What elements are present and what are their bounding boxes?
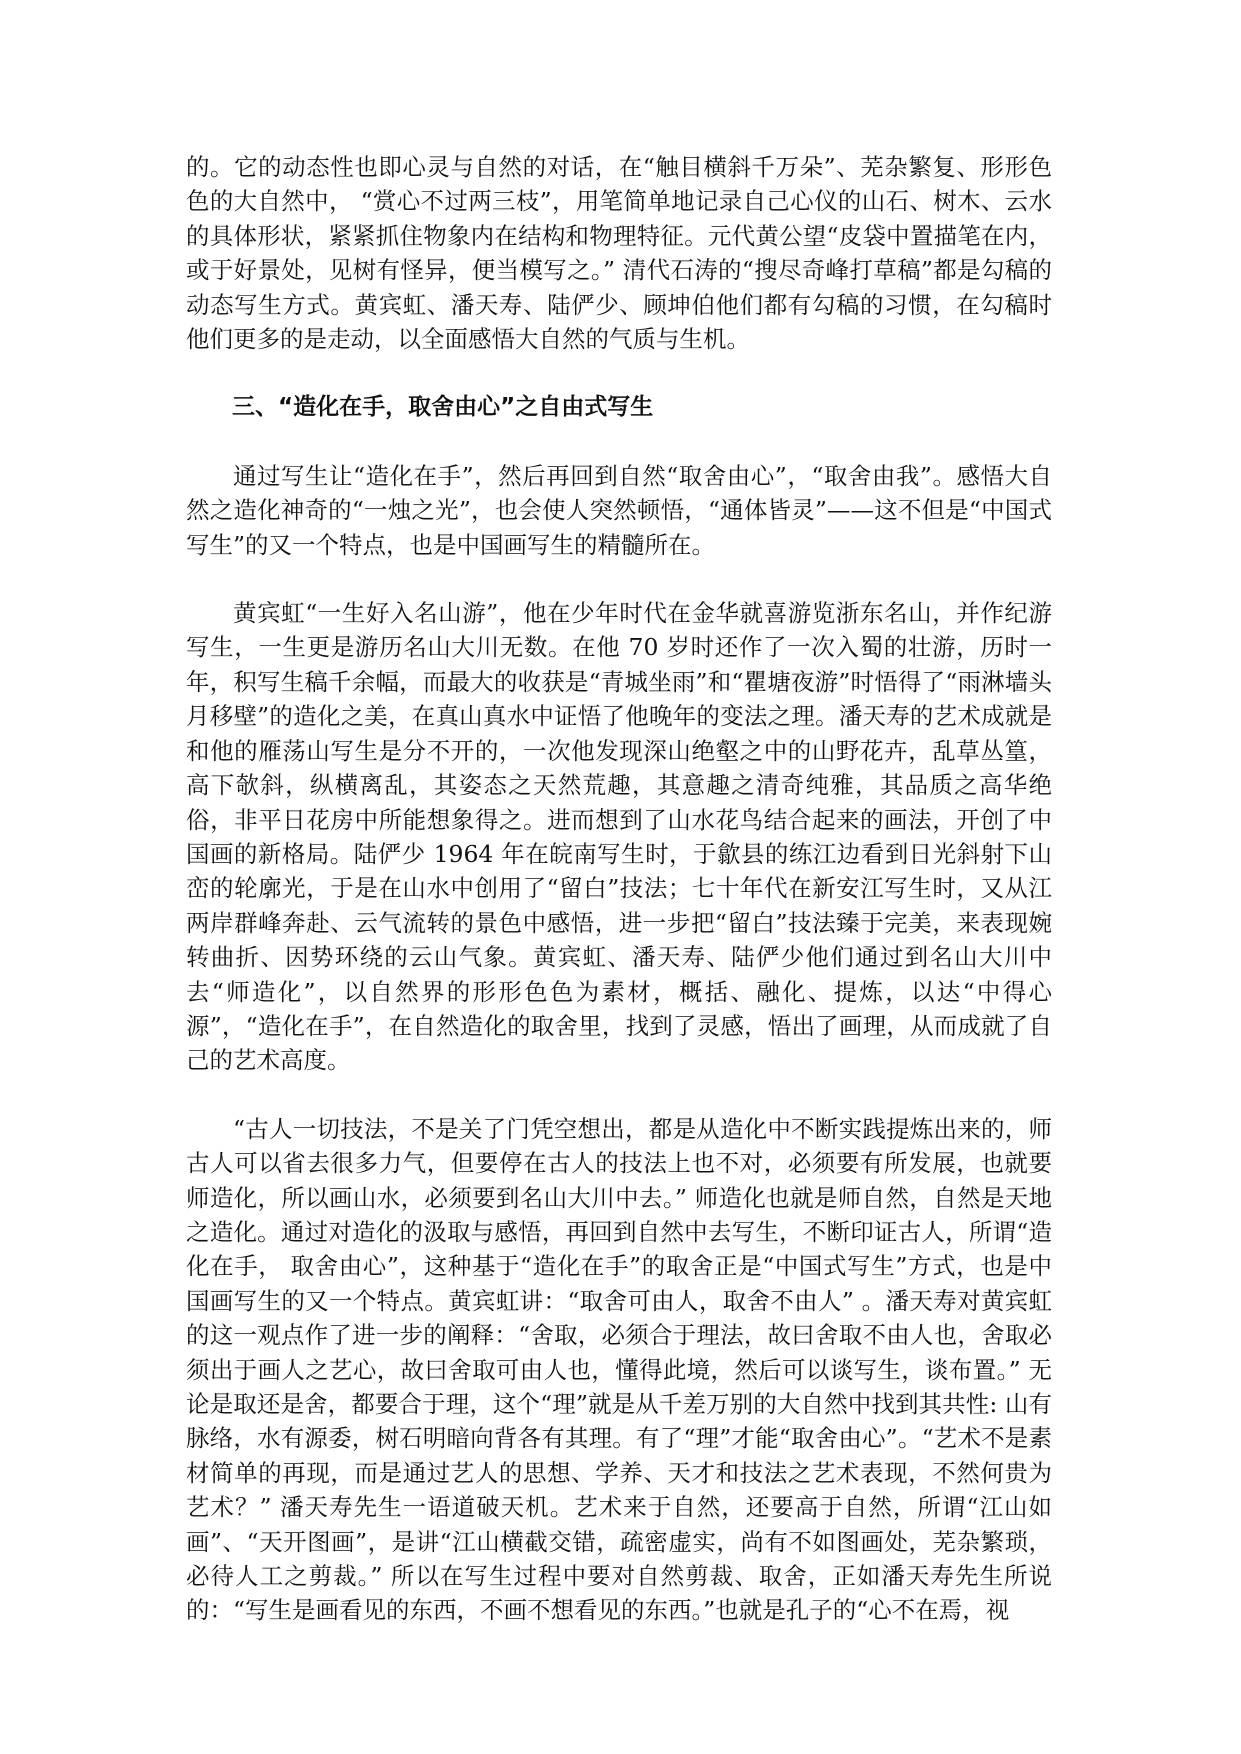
section-heading: 三、“造化在手，取舍由心”之自由式写生 (232, 394, 654, 421)
paragraph: “古人一切技法，不是关了门凭空想出，都是从造化中不断实践提炼出来的，师古人可以省去很多力气，但要停在古人的技法上也不对，必须要有所发展，也就要师造化，所以画山水，必须要到名山大川中去。” 师造化也就是师自然，自然是天地之造化。通过对造化的汲取与感悟，再回到自然中去写生，不断印证古人，所谓“造化在手， 取舍由心”，这种基于“造化在手”的取舍正是“中国式写生”方式，也是中国画写生的又一个特点。黄宾虹讲：“取舍可由人，取舍不由人” 。潘天寿对黄宾虹的这一观点作了进一步的阐释：“舍取，必须合于理法，故曰舍取不由人也，舍取必须出于画人之艺心，故曰舍取可由人也，懂得此境，然后可以谈写生，谈布置。” 无论是取还是舍，都要合于理，这个“理”就是从千差万别的大自然中找到其共性: 山有脉络，水有源委，树石明暗向背各有其理。有了“理”才能“取舍由心”。“艺术不是素材简单的再现，而是通过艺人的思想、学养、天才和技法之艺术表现，不然何贵为艺术？” 潘天寿先生一语道破天机。艺术来于自然，还要高于自然，所谓“江山如画”、“天开图画”，是讲“江山横截交错，疏密虚实，尚有不如图画处，芜杂繁琐，必待人工之剪裁。” 所以在写生过程中要对自然剪裁、取舍，正如潘天寿先生所说的：“写生是画看见的东西，不画不想看见的东西。”也就是孔子的“心不在焉，视 (186, 1114, 1052, 1625)
paragraph-continued: 的。它的动态性也即心灵与自然的对话，在“触目横斜千万朵”、芜杂繁复、形形色色的大自然中， “赏心不过两三枝”，用笔简单地记录自己心仪的山石、树木、云水的具体形状，紧紧抓住物象内在结构和物理特征。元代黄公望“皮袋中置描笔在内，或于好景处，见树有怪异，便当模写之。” 清代石涛的“搜尽奇峰打草稿”都是勾稿的动态写生方式。黄宾虹、潘天寿、陆俨少、顾坤伯他们都有勾稿的习惯，在勾稿时他们更多的是走动，以全面感悟大自然的气质与生机。 (186, 153, 1052, 354)
paragraph: 通过写生让“造化在手”，然后再回到自然“取舍由心”，“取舍由我”。感悟大自然之造化神奇的“一烛之光”，也会使人突然顿悟，“通体皆灵”——这不但是“中国式写生”的又一个特点，也是中国画写生的精髓所在。 (186, 461, 1052, 559)
paragraph: 黄宾虹“一生好入名山游”，他在少年时代在金华就喜游览浙东名山，并作纪游写生，一生更是游历名山大川无数。在他 70 岁时还作了一次入蜀的壮游，历时一年，积写生稿千余幅，而最大的收获是“青城坐雨”和“瞿塘夜游”时悟得了“雨淋墙头月移壁”的造化之美，在真山真水中证悟了他晚年的变法之理。潘天寿的艺术成就是和他的雁荡山写生是分不开的，一次他发现深山绝壑之中的山野花卉，乱草丛篁，高下欹斜，纵横离乱，其姿态之天然荒趣，其意趣之清奇纯雅，其品质之高华绝俗，非平日花房中所能想象得之。进而想到了山水花鸟结合起来的画法，开创了中国画的新格局。陆俨少 1964 年在皖南写生时，于歙县的练江边看到日光斜射下山峦的轮廓光，于是在山水中创用了“留白”技法；七十年代在新安江写生时，又从江两岸群峰奔赴、云气流转的景色中感悟，进一步把“留白”技法臻于完美，来表现婉转曲折、因势环绕的云山气象。黄宾虹、潘天寿、陆俨少他们通过到名山大川中去“师造化”，以自然界的形形色色为素材，概括、融化、提炼，以达“中得心源”，“造化在手”，在自然造化的取舍里，找到了灵感，悟出了画理，从而成就了自己的艺术高度。 (186, 599, 1052, 1075)
document-page (186, 150, 1052, 1662)
